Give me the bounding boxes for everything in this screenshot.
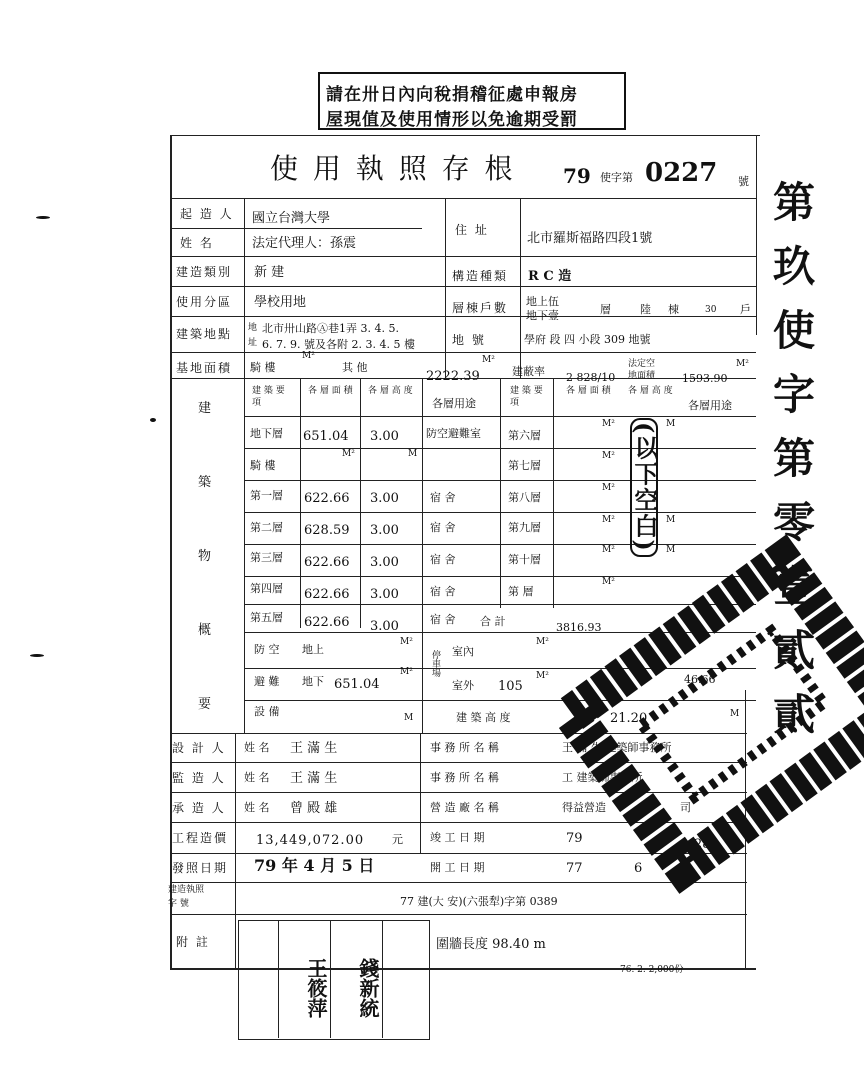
zone-value: 學校用地 bbox=[254, 295, 307, 310]
start-month: 6 bbox=[634, 861, 643, 876]
row-5f-area: 622.66 bbox=[304, 615, 350, 630]
buildings-unit: 棟 bbox=[668, 303, 679, 316]
cost-value: 13,449,072.00 bbox=[256, 833, 365, 848]
designer-name: 王 滿 生 bbox=[290, 741, 338, 756]
finish-year: 79 bbox=[566, 831, 583, 846]
unit-7f: M² bbox=[602, 451, 615, 461]
builder-label: 起 造 人 bbox=[180, 207, 234, 221]
parking-outdoor-value: 105 bbox=[498, 679, 523, 694]
building-height-unit: M bbox=[730, 709, 740, 719]
row-1f-height: 3.00 bbox=[370, 491, 399, 506]
row-6f-item: 第六層 bbox=[508, 429, 541, 442]
designer-office: 王 滿 生 建築師事務所 bbox=[562, 741, 672, 754]
height-extra-value: 46.66 bbox=[684, 673, 716, 686]
designer-office-label: 事 務 所 名 稱 bbox=[430, 741, 499, 754]
shelter-below-value: 651.04 bbox=[334, 677, 380, 692]
permit-value: 77 建(大 安)(六張犁)字第 0389 bbox=[400, 895, 558, 908]
row-2f-item: 第二層 bbox=[250, 521, 283, 534]
building-height-label: 建 築 高 度 bbox=[456, 711, 511, 724]
permit-number: 0227 bbox=[645, 158, 718, 188]
decided-open-label-1: 法定空 bbox=[628, 359, 656, 369]
build-type-label: 建造類別 bbox=[176, 265, 233, 279]
row-3f-use: 宿 舍 bbox=[430, 553, 456, 566]
margin-mark bbox=[30, 654, 44, 657]
site-line-2: 6. 7. 9. 號及各附 2. 3. 4. 5 樓 bbox=[262, 338, 415, 351]
row-9f-item: 第九層 bbox=[508, 521, 541, 534]
stamp-name-1: 王筱萍 bbox=[304, 958, 328, 1018]
site-prefix-a: 地 bbox=[248, 323, 258, 333]
arcade-label: 騎 樓 bbox=[250, 361, 276, 374]
permit-suffix: 號 bbox=[738, 175, 749, 188]
section-char-2: 築 bbox=[198, 475, 212, 490]
notice-line-1: 請在卅日內向稅捐稽征處申報房 bbox=[326, 85, 578, 105]
row-1f-item: 第一層 bbox=[250, 489, 283, 502]
shelter-below-label: 地下 bbox=[302, 675, 324, 688]
row-4f-height: 3.00 bbox=[370, 587, 399, 602]
section-char-5: 要 bbox=[198, 697, 212, 712]
permit-year: 79 bbox=[563, 164, 591, 188]
contractor-factory-label: 營 造 廠 名 稱 bbox=[430, 801, 499, 814]
other-label: 其 他 bbox=[342, 361, 368, 374]
contractor-factory-suffix: 司 bbox=[680, 801, 691, 814]
unit-nf: M² bbox=[602, 577, 615, 587]
row-1f-use: 宿 舍 bbox=[430, 491, 456, 504]
building-height-value: 21.20 bbox=[610, 711, 648, 726]
unit-6f: M² bbox=[602, 419, 615, 429]
row-nf-item: 第 層 bbox=[508, 585, 534, 598]
section-char-1: 建 bbox=[198, 401, 212, 416]
base-area-label: 基地面積 bbox=[176, 361, 233, 375]
margin-mark bbox=[36, 216, 50, 219]
supervisor-label: 監 造 人 bbox=[172, 771, 226, 785]
parking-outdoor-label: 室外 bbox=[452, 679, 474, 692]
row-4f-area: 622.66 bbox=[304, 587, 350, 602]
row-5f-height: 3.00 bbox=[370, 619, 399, 634]
right-header-height: 各 層 高 度 bbox=[628, 386, 673, 396]
total-value: 3816.93 bbox=[556, 621, 602, 634]
contractor-name-label: 姓 名 bbox=[244, 801, 270, 814]
row-arcade-height-unit: M bbox=[408, 449, 418, 459]
supervisor-office: 工 建築師事務所 bbox=[562, 771, 643, 784]
lot-value: 學府 段 四 小段 309 地號 bbox=[524, 333, 651, 346]
parking-indoor-unit: M² bbox=[536, 637, 549, 647]
right-header-use: 各層用途 bbox=[688, 399, 732, 412]
buildings-count: 陸 bbox=[640, 303, 651, 316]
contractor-label: 承 造 人 bbox=[172, 801, 226, 815]
floors-label: 層棟戶數 bbox=[452, 301, 509, 315]
unit-8f: M² bbox=[602, 483, 615, 493]
contractor-factory: 得益營造 bbox=[562, 801, 606, 814]
blank-below-note: (以下空白) bbox=[630, 418, 658, 557]
height-unit-10f: M bbox=[666, 545, 676, 555]
lot-label: 地 號 bbox=[452, 333, 486, 347]
shelter-above-label: 地上 bbox=[302, 643, 324, 656]
unit-10f: M² bbox=[602, 545, 615, 555]
permit-label-1: 建造執照 bbox=[168, 885, 205, 895]
contractor-name: 曾 殿 雄 bbox=[290, 801, 338, 816]
deadline-notice-stamp bbox=[318, 72, 626, 130]
structure-label: 構造種類 bbox=[452, 269, 509, 283]
floors-below: 地下壹 bbox=[526, 309, 559, 322]
households-unit: 戶 bbox=[740, 303, 751, 316]
site-prefix-b: 址 bbox=[248, 338, 258, 348]
name-label: 姓 名 bbox=[180, 236, 214, 250]
decided-open-unit: M² bbox=[736, 359, 749, 369]
parking-outdoor-unit: M² bbox=[536, 671, 549, 681]
builder-representative: 法定代理人：孫震 bbox=[252, 236, 357, 251]
row-arcade-item: 騎 樓 bbox=[250, 459, 276, 472]
issue-date-value: 79 年 4 月 5 日 bbox=[254, 856, 375, 875]
build-type-value: 新 建 bbox=[254, 265, 285, 280]
issue-date-label: 發照日期 bbox=[172, 861, 229, 875]
right-side-serial: 第玖使字第零壹貳貳 bbox=[767, 180, 816, 756]
right-header-item: 建 築 要 項 bbox=[510, 386, 543, 408]
zone-label: 使用分區 bbox=[176, 295, 233, 309]
left-header-item: 建 築 要 項 bbox=[252, 386, 285, 408]
height-unit-9f: M bbox=[666, 515, 676, 525]
shelter-height-unit: M bbox=[404, 713, 414, 723]
designer-name-label: 姓 名 bbox=[244, 741, 270, 754]
cost-unit: 元 bbox=[392, 833, 403, 846]
start-date-label: 開 工 日 期 bbox=[430, 861, 485, 874]
start-year: 77 bbox=[566, 861, 583, 876]
notes-label: 附 註 bbox=[176, 935, 210, 949]
print-run-note: 76. 2. 2,000份 bbox=[620, 965, 684, 975]
row-7f-item: 第七層 bbox=[508, 459, 541, 472]
row-basement-height: 3.00 bbox=[370, 429, 399, 444]
left-header-area: 各 層 面 積 bbox=[308, 386, 353, 396]
coverage-label: 建蔽率 bbox=[512, 365, 545, 378]
site-label: 建築地點 bbox=[176, 327, 233, 341]
shelter-label-b: 避 難 bbox=[254, 675, 280, 688]
permit-label-2: 字 號 bbox=[168, 899, 189, 909]
margin-mark bbox=[150, 418, 156, 422]
supervisor-name-label: 姓 名 bbox=[244, 771, 270, 784]
row-3f-item: 第三層 bbox=[250, 551, 283, 564]
cost-label: 工程造價 bbox=[172, 831, 229, 845]
shelter-below-unit: M² bbox=[400, 667, 413, 677]
row-3f-area: 622.66 bbox=[304, 555, 350, 570]
supervisor-office-label: 事 務 所 名 稱 bbox=[430, 771, 499, 784]
height-unit-6f: M bbox=[666, 419, 676, 429]
row-2f-area: 628.59 bbox=[304, 523, 350, 538]
decided-open-value: 1593.90 bbox=[682, 372, 728, 385]
row-basement-use: 防空避難室 bbox=[426, 427, 481, 440]
supervisor-name: 王 滿 生 bbox=[290, 771, 338, 786]
row-2f-use: 宿 舍 bbox=[430, 521, 456, 534]
row-2f-height: 3.00 bbox=[370, 523, 399, 538]
form-title: 使 用 執 照 存 根 bbox=[270, 152, 516, 185]
row-4f-use: 宿 舍 bbox=[430, 585, 456, 598]
designer-label: 設 計 人 bbox=[172, 741, 226, 755]
site-line-1: 北市卅山路Ⓐ巷1弄 3. 4. 5. bbox=[262, 322, 399, 335]
bottom-stamp-area bbox=[238, 920, 430, 1040]
parking-label: 停車場 bbox=[430, 650, 440, 677]
stamp-name-2: 錢新統 bbox=[356, 958, 380, 1018]
address-label: 住 址 bbox=[455, 223, 489, 237]
base-area-total: 2222.39 bbox=[426, 369, 480, 384]
unit-9f: M² bbox=[602, 515, 615, 525]
row-5f-item: 第五層 bbox=[250, 611, 283, 624]
permit-word: 使字第 bbox=[600, 171, 633, 184]
total-label: 合 計 bbox=[480, 615, 506, 628]
row-basement-area: 651.04 bbox=[303, 429, 349, 444]
row-3f-height: 3.00 bbox=[370, 555, 399, 570]
section-char-3: 物 bbox=[198, 549, 212, 564]
finish-date-label: 竣 工 日 期 bbox=[430, 831, 485, 844]
parking-indoor-label: 室內 bbox=[452, 645, 474, 658]
decided-open-label-2: 地面積 bbox=[628, 371, 656, 381]
row-basement-item: 地下層 bbox=[250, 427, 283, 440]
shelter-above-unit: M² bbox=[400, 637, 413, 647]
right-header-area: 各 層 面 積 bbox=[566, 386, 611, 396]
shelter-label-c: 設 備 bbox=[254, 705, 280, 718]
row-8f-item: 第八層 bbox=[508, 491, 541, 504]
floors-above: 地上伍 bbox=[526, 295, 559, 308]
address-value: 北市羅斯福路四段1號 bbox=[527, 231, 653, 246]
left-header-use: 各層用途 bbox=[432, 397, 476, 410]
row-4f-item: 第四層 bbox=[250, 582, 283, 595]
households-count: 30 bbox=[705, 305, 717, 315]
row-5f-use: 宿 舍 bbox=[430, 613, 456, 626]
shelter-label-a: 防 空 bbox=[254, 643, 280, 656]
structure-value: R C 造 bbox=[528, 269, 572, 284]
builder-name: 國立台灣大學 bbox=[252, 211, 331, 226]
floors-unit: 層 bbox=[600, 303, 611, 316]
row-1f-area: 622.66 bbox=[304, 491, 350, 506]
arcade-unit: M² bbox=[302, 351, 315, 361]
base-area-unit: M² bbox=[482, 355, 495, 365]
coverage-value: 2 828/10 bbox=[566, 371, 616, 384]
row-arcade-unit: M² bbox=[342, 449, 355, 459]
wall-length-note: 圍牆長度 98.40 m bbox=[436, 937, 546, 952]
section-char-4: 概 bbox=[198, 623, 212, 638]
left-header-height: 各 層 高 度 bbox=[368, 386, 413, 396]
notice-line-2: 屋現值及使用情形以免逾期受罰 bbox=[326, 110, 578, 130]
row-10f-item: 第十層 bbox=[508, 553, 541, 566]
finish-day: 28 bbox=[694, 837, 711, 852]
